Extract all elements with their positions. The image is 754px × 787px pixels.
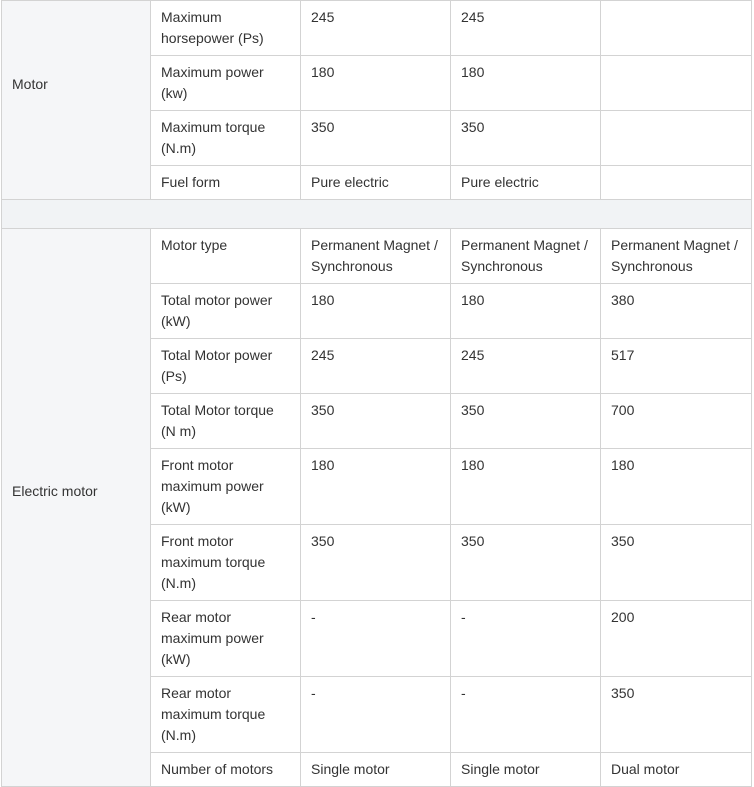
- group-label: Motor: [12, 75, 48, 92]
- value-cell-1: 350: [301, 525, 451, 601]
- table-row: [2, 1, 752, 56]
- row-label: Total Motor torque (N m): [151, 394, 301, 449]
- row-label: Front motor maximum torque (N.m): [151, 525, 301, 601]
- value-cell-3: [601, 56, 752, 111]
- value-cell-1: 350: [301, 394, 451, 449]
- value-cell-1: 180: [301, 449, 451, 525]
- value-cell-2: -: [451, 677, 601, 753]
- row-label: Rear motor maximum power (kW): [151, 601, 301, 677]
- value-cell-2: Pure electric: [451, 166, 601, 200]
- row-label: Maximum power (kw): [151, 56, 301, 111]
- value-cell-2: 350: [451, 394, 601, 449]
- value-cell-1: 180: [301, 56, 451, 111]
- value-cell-2: 180: [451, 284, 601, 339]
- value-cell-2: 245: [451, 1, 601, 56]
- value-cell-1: Permanent Magnet / Synchronous: [301, 229, 451, 284]
- value-cell-1: Single motor: [301, 753, 451, 787]
- group-label-cell: [2, 1, 151, 200]
- value-cell-3: 350: [601, 525, 752, 601]
- value-cell-3: [601, 166, 752, 200]
- value-cell-3: 380: [601, 284, 752, 339]
- row-label: Total Motor power (Ps): [151, 339, 301, 394]
- value-cell-1: Pure electric: [301, 166, 451, 200]
- value-cell-2: 350: [451, 111, 601, 166]
- value-cell-3: 700: [601, 394, 752, 449]
- value-cell-3: Dual motor: [601, 753, 752, 787]
- table-row: [2, 229, 752, 284]
- value-cell-2: 245: [451, 339, 601, 394]
- value-cell-3: 200: [601, 601, 752, 677]
- value-cell-1: -: [301, 677, 451, 753]
- value-cell-2: 180: [451, 449, 601, 525]
- row-label: Fuel form: [151, 166, 301, 200]
- value-cell-2: Permanent Magnet / Synchronous: [451, 229, 601, 284]
- value-cell-3: 180: [601, 449, 752, 525]
- value-cell-2: -: [451, 601, 601, 677]
- section-separator: [2, 200, 752, 229]
- row-label: Front motor maximum power (kW): [151, 449, 301, 525]
- value-cell-1: 245: [301, 1, 451, 56]
- group-label: Electric motor: [12, 483, 98, 499]
- value-cell-3: [601, 111, 752, 166]
- row-label: Motor type: [151, 229, 301, 284]
- value-cell-2: Single motor: [451, 753, 601, 787]
- value-cell-3: 350: [601, 677, 752, 753]
- value-cell-1: 350: [301, 111, 451, 166]
- spec-table-body: [2, 1, 752, 787]
- value-cell-3: [601, 1, 752, 56]
- value-cell-2: 180: [451, 56, 601, 111]
- spec-table: [1, 0, 752, 787]
- value-cell-2: 350: [451, 525, 601, 601]
- value-cell-1: -: [301, 601, 451, 677]
- group-label-cell: [2, 229, 151, 787]
- row-label: Rear motor maximum torque (N.m): [151, 677, 301, 753]
- row-label: Total motor power (kW): [151, 284, 301, 339]
- value-cell-1: 180: [301, 284, 451, 339]
- row-label: Number of motors: [151, 753, 301, 787]
- row-label: Maximum horsepower (Ps): [151, 1, 301, 56]
- value-cell-3: 517: [601, 339, 752, 394]
- value-cell-3: Permanent Magnet / Synchronous: [601, 229, 752, 284]
- row-label: Maximum torque (N.m): [151, 111, 301, 166]
- value-cell-1: 245: [301, 339, 451, 394]
- separator-cell: [2, 200, 752, 229]
